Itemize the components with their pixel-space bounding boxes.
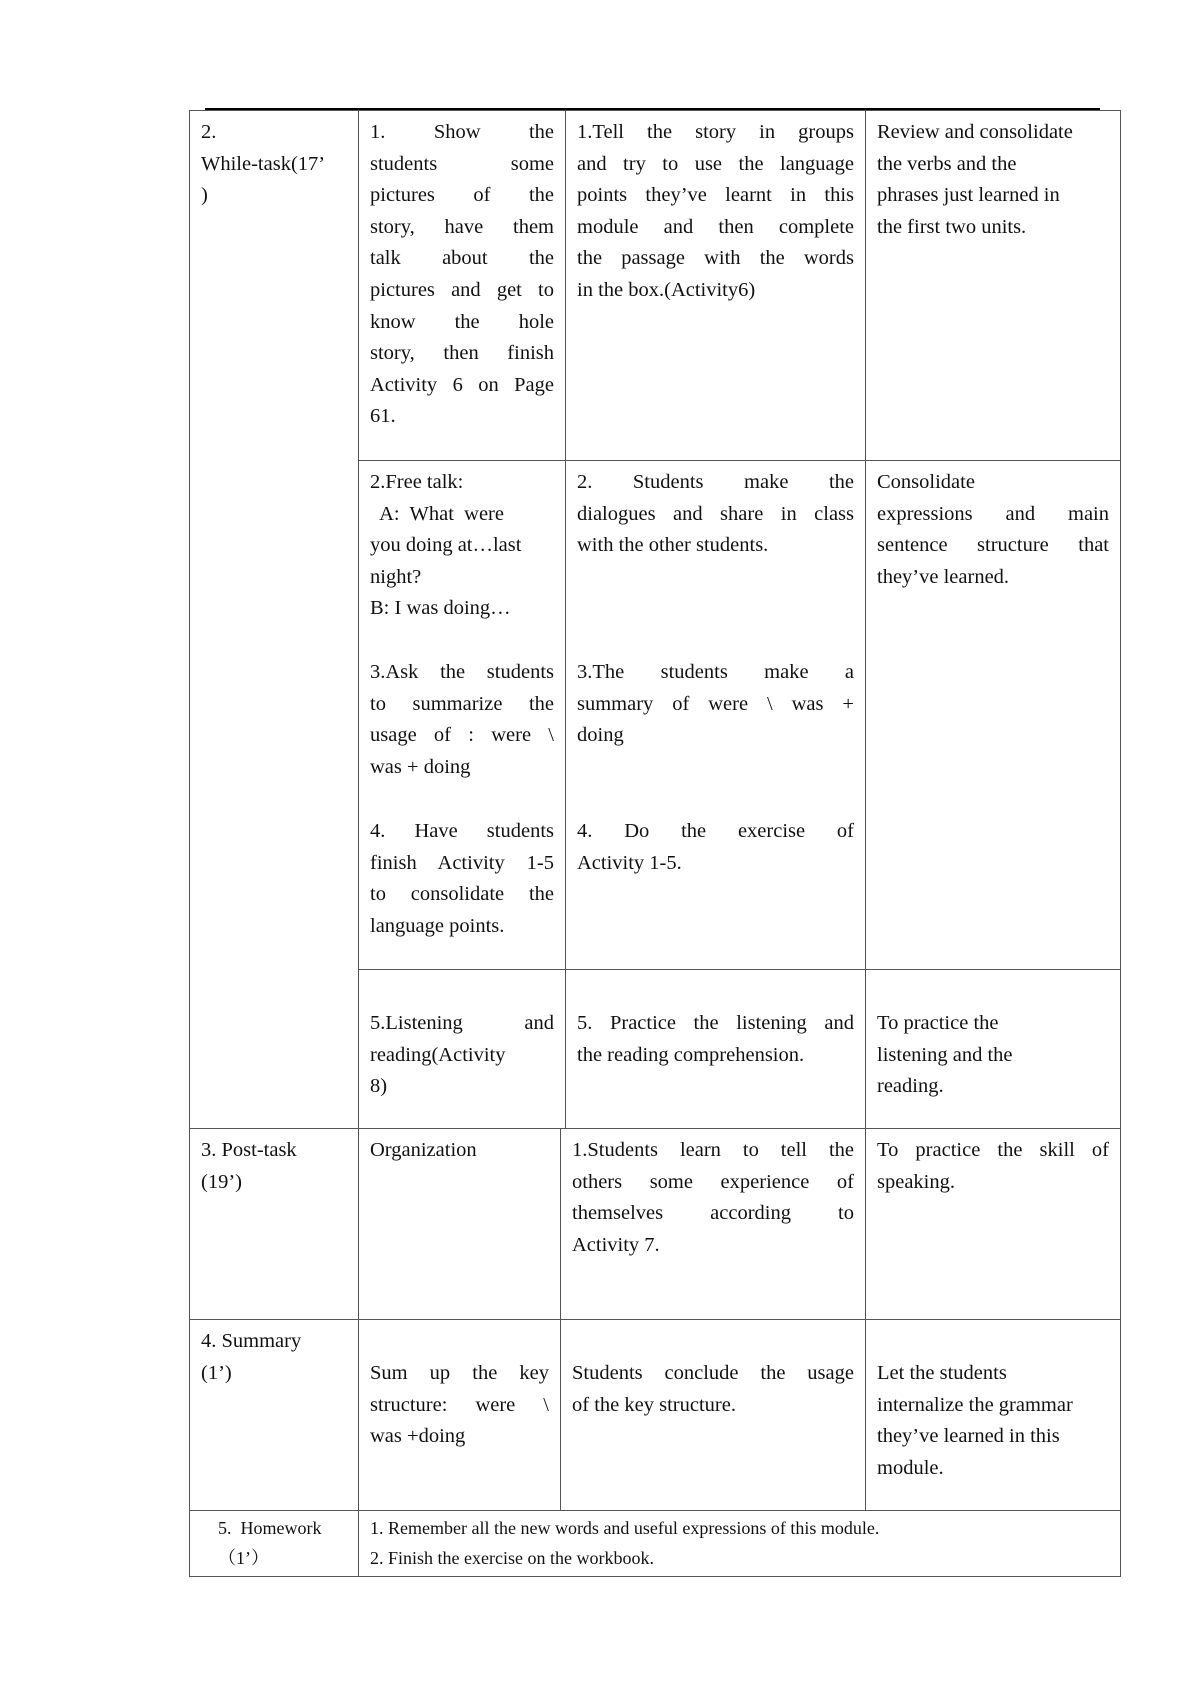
cell-text [370, 816, 554, 942]
text-line: with the other students. [577, 534, 769, 557]
text-line: Organization [370, 1139, 477, 1161]
text-line: 3. Post-task [201, 1139, 297, 1161]
cell-text [218, 1513, 347, 1573]
while-r1-students [565, 110, 866, 461]
text-line: of the key structure. [572, 1393, 736, 1416]
text-line: Activity 6 on Page [370, 373, 554, 396]
cell-text [577, 816, 854, 879]
text-line: Sum up the key [370, 1362, 549, 1384]
text-line: 2. Finish the exercise on the workbook. [370, 1548, 654, 1568]
text-line: To practice the skill of [877, 1139, 1109, 1161]
text-line: summary of were \ was + [577, 692, 854, 715]
text-line: sentence structure that [877, 534, 1109, 557]
text-line: A: What were [370, 502, 504, 525]
text-line: to summarize the [370, 692, 554, 715]
text-line: pictures of the [370, 184, 554, 207]
while-r3-purpose [865, 969, 1121, 1129]
text-line: To practice the [877, 1012, 999, 1034]
text-line: themselves according to [572, 1202, 854, 1225]
text-line: 8) [370, 1075, 388, 1098]
text-line: others some experience of [572, 1170, 854, 1193]
text-line: 4. Have students [370, 820, 554, 842]
text-line: talk about the [370, 247, 554, 270]
text-line: listening and the [877, 1043, 1013, 1066]
cell-text [577, 657, 854, 752]
text-line: points they’ve learnt in this [577, 184, 854, 207]
cell-text [370, 467, 554, 625]
while-r3-teacher [358, 969, 566, 1129]
text-line: 1.Students learn to tell the [572, 1139, 854, 1161]
cell-text [201, 1135, 347, 1198]
text-line: reading. [877, 1075, 944, 1098]
text-line: night? [370, 565, 422, 588]
text-line: phrases just learned in [877, 184, 1060, 207]
text-line: pictures and get to [370, 278, 554, 301]
cell-text [370, 1513, 1109, 1573]
text-line: speaking. [877, 1170, 955, 1193]
text-line: students some [370, 152, 554, 175]
while-r2-teacher [358, 460, 566, 970]
text-line: usage of : were \ [370, 724, 554, 747]
text-line: and try to use the language [577, 152, 854, 175]
post-teacher [358, 1128, 561, 1320]
cell-text [572, 1358, 854, 1421]
text-line: know the hole [370, 310, 554, 333]
cell-text [370, 1358, 549, 1453]
cell-text [370, 657, 554, 783]
homework-items [358, 1510, 1121, 1577]
cell-text [370, 1135, 549, 1167]
text-line: story, have them [370, 215, 554, 238]
text-line: 1. Remember all the new words and useful expressions of this module. [370, 1518, 880, 1538]
text-line: internalize the grammar [877, 1393, 1073, 1416]
text-line: to consolidate the [370, 883, 554, 906]
summary-teacher [358, 1319, 561, 1511]
text-line: Let the students [877, 1362, 1007, 1384]
summary-purpose [865, 1319, 1121, 1511]
while-r1-purpose [865, 110, 1121, 461]
cell-text [877, 1008, 1109, 1103]
text-line: Students conclude the usage [572, 1362, 854, 1384]
text-line: the reading comprehension. [577, 1043, 805, 1066]
cell-text [577, 467, 854, 562]
text-line: 3.The students make a [577, 661, 854, 683]
text-line: 2. [201, 121, 217, 143]
cell-text [370, 117, 554, 433]
text-line: Activity 7. [572, 1233, 660, 1256]
text-line: was +doing [370, 1425, 466, 1448]
while-r3-students [565, 969, 866, 1129]
text-line: Review and consolidate [877, 121, 1073, 143]
text-line: 2.Free talk: [370, 471, 464, 493]
text-line: Consolidate [877, 471, 975, 493]
text-line: dialogues and share in class [577, 502, 854, 525]
cell-text [877, 1135, 1109, 1198]
stage-post-task [189, 1128, 359, 1320]
text-line: expressions and main [877, 502, 1109, 525]
cell-text [370, 1008, 554, 1103]
text-line: was + doing [370, 755, 471, 778]
while-r2-purpose [865, 460, 1121, 970]
text-line: story, then finish [370, 342, 554, 365]
stage-homework [189, 1510, 359, 1577]
stage-summary [189, 1319, 359, 1511]
text-line: 61. [370, 405, 396, 428]
text-line: reading(Activity [370, 1043, 506, 1066]
summary-students [560, 1319, 866, 1511]
text-line: module and then complete [577, 215, 854, 238]
text-line: Activity 1-5. [577, 851, 682, 874]
stage-while-task [189, 110, 359, 1129]
text-line: module. [877, 1456, 944, 1479]
text-line: you doing at…last [370, 534, 522, 557]
post-students [560, 1128, 866, 1320]
text-line: (1’) [201, 1361, 232, 1384]
text-line: 5. Homework [218, 1518, 322, 1538]
text-line: (19’) [201, 1170, 242, 1193]
text-line: language points. [370, 914, 505, 937]
text-line: 3.Ask the students [370, 661, 554, 683]
text-line: doing [577, 724, 624, 747]
while-r1-teacher [358, 110, 566, 461]
text-line: finish Activity 1-5 [370, 851, 554, 874]
cell-text [577, 1008, 854, 1071]
text-line: （1’） [218, 1548, 269, 1568]
cell-text [877, 117, 1109, 243]
text-line: ) [201, 184, 208, 207]
text-line: they’ve learned in this [877, 1425, 1060, 1448]
while-r2-students [565, 460, 866, 970]
text-line: structure: were \ [370, 1393, 549, 1416]
text-line: in the box.(Activity6) [577, 278, 756, 301]
text-line: the first two units. [877, 215, 1027, 238]
text-line: 5. Practice the listening and [577, 1012, 854, 1034]
text-line: they’ve learned. [877, 565, 1010, 588]
text-line: the verbs and the [877, 152, 1017, 175]
cell-text [877, 467, 1109, 593]
text-line: 1. Show the [370, 121, 554, 143]
text-line: the passage with the words [577, 247, 854, 270]
text-line: 4. Do the exercise of [577, 820, 854, 842]
text-line: While-task(17’ [201, 152, 326, 175]
cell-text [572, 1135, 854, 1261]
text-line: 4. Summary [201, 1330, 302, 1352]
cell-text [201, 1326, 347, 1389]
cell-text [201, 117, 347, 212]
cell-text [577, 117, 854, 307]
text-line: 5.Listening and [370, 1012, 554, 1034]
text-line: 2. Students make the [577, 471, 854, 493]
text-line: B: I was doing… [370, 597, 511, 620]
text-line: 1.Tell the story in groups [577, 121, 854, 143]
cell-text [877, 1358, 1109, 1484]
post-purpose [865, 1128, 1121, 1320]
